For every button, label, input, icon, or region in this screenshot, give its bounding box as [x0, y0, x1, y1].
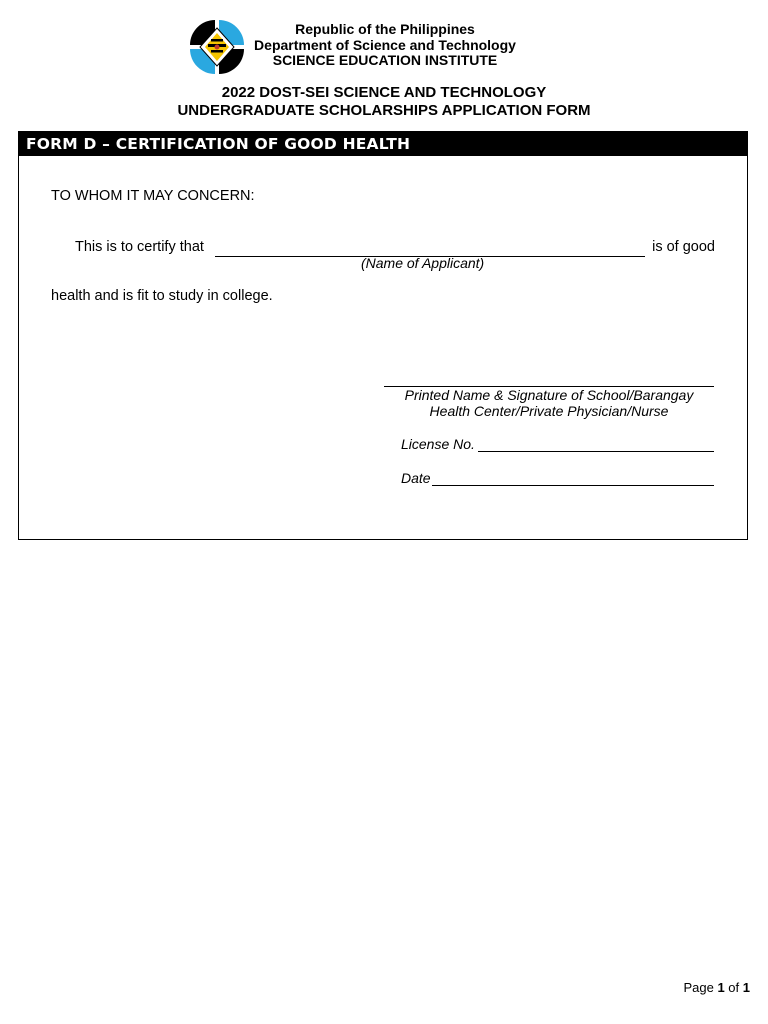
applicant-name-caption: (Name of Applicant): [361, 255, 485, 271]
form-title-line1: 2022 DOST-SEI SCIENCE AND TECHNOLOGY: [221, 84, 547, 101]
of-word: of: [728, 980, 740, 995]
header-republic: Republic of the Philippines: [295, 21, 475, 37]
salutation: TO WHOM IT MAY CONCERN:: [51, 188, 255, 204]
page-word: Page: [683, 980, 714, 995]
dost-logo-icon: [188, 18, 246, 76]
agency-header: [250, 22, 520, 69]
signature-caption-line2: Health Center/Private Physician/Nurse: [429, 402, 669, 419]
signature-caption: [384, 388, 714, 419]
certify-text: This is to certify that: [75, 239, 204, 255]
date-field[interactable]: [432, 485, 714, 486]
license-label: License No.: [401, 436, 475, 452]
signature-caption-line1: Printed Name & Signature of School/Barangay: [404, 387, 694, 403]
page-total: 1: [742, 980, 750, 995]
form-heading: FORM D – CERTIFICATION OF GOOD HEALTH: [19, 132, 747, 156]
license-number-field[interactable]: [478, 451, 714, 452]
certification-form: [18, 131, 748, 540]
form-title-line2: UNDERGRADUATE SCHOLARSHIPS APPLICATION FORM: [177, 102, 591, 119]
good-health-text: is of good: [652, 239, 715, 255]
date-label: Date: [401, 470, 431, 486]
page-current: 1: [717, 980, 725, 995]
header-institute: SCIENCE EDUCATION INSTITUTE: [272, 52, 498, 68]
form-title: [0, 84, 768, 120]
health-statement: health and is fit to study in college.: [51, 288, 273, 304]
header-department: Department of Science and Technology: [254, 36, 516, 53]
page-number: [683, 980, 750, 995]
